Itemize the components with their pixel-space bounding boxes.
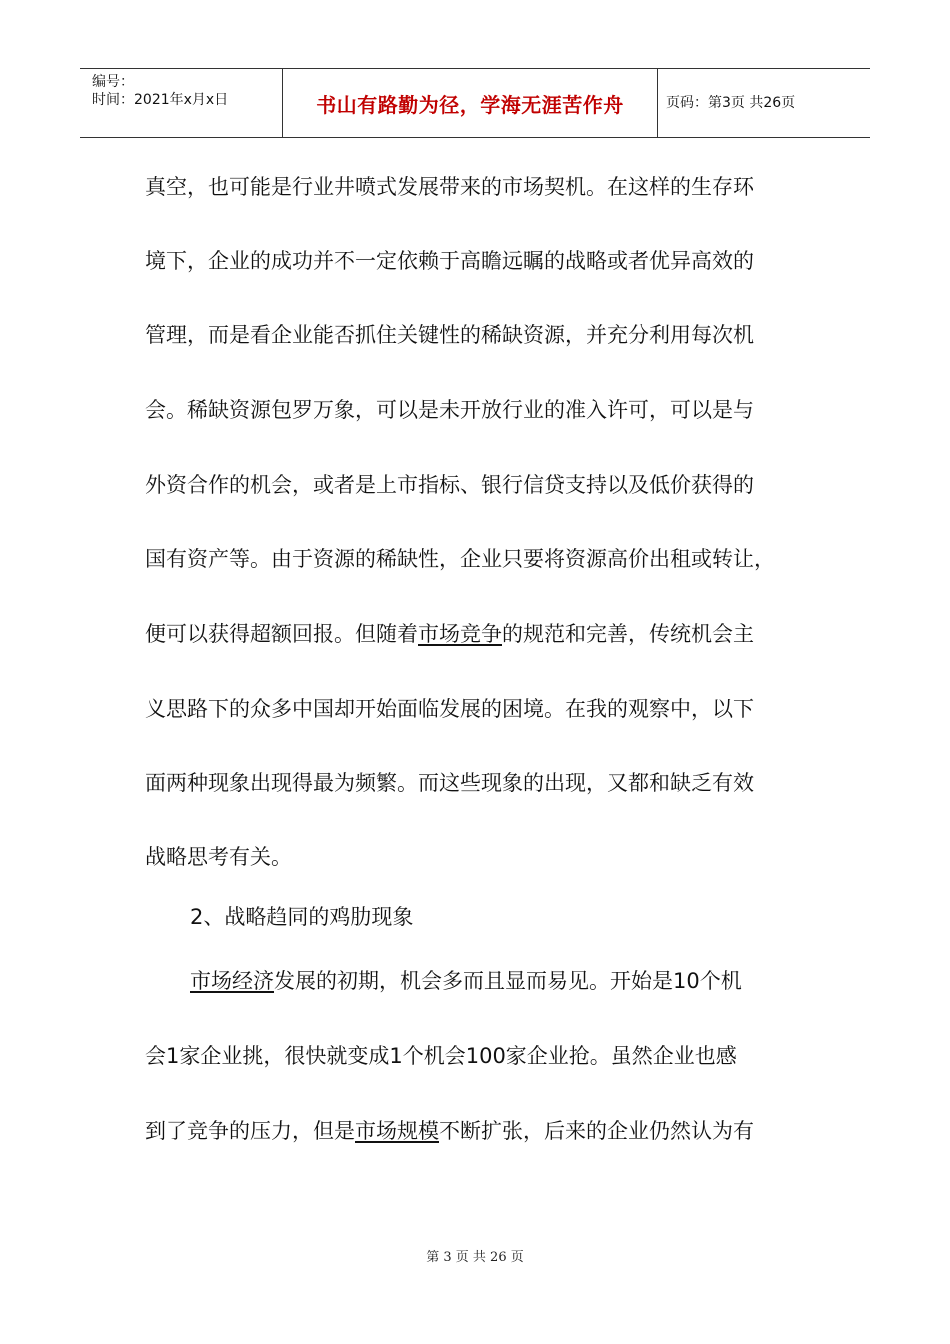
- header-motto: 书山有路勤为径，学海无涯苦作舟: [316, 92, 624, 117]
- paragraph-line: 面两种现象出现得最为频繁。而这些现象的出现，又都和缺乏有效: [145, 771, 754, 795]
- paragraph-line: 到了竞争的压力，但是市场规模不断扩张，后来的企业仍然认为有: [145, 1119, 754, 1143]
- page-footer: 第 3 页 共 26 页: [426, 1250, 524, 1265]
- paragraph-line: 市场经济发展的初期，机会多而且显而易见。开始是10个机: [190, 969, 742, 993]
- paragraph-line: 境下，企业的成功并不一定依赖于高瞻远瞩的战略或者优异高效的: [145, 249, 754, 273]
- paragraph-line: 会。稀缺资源包罗万象，可以是未开放行业的准入许可，可以是与: [145, 398, 754, 422]
- header-meta-cell: [80, 69, 282, 137]
- header-page-cell: [658, 69, 870, 137]
- header-page-info: 页码：第3页 共26页: [666, 95, 796, 111]
- paragraph-line: 真空，也可能是行业井喷式发展带来的市场契机。在这样的生存环: [145, 175, 754, 199]
- paragraph-line: 便可以获得超额回报。但随着市场竞争的规范和完善，传统机会主: [145, 622, 754, 646]
- keyword-link-market-competition[interactable]: 市场竞争: [418, 622, 502, 646]
- header-motto-cell: [282, 69, 658, 137]
- paragraph-line: 国有资产等。由于资源的稀缺性，企业只要将资源高价出租或转让，: [145, 547, 775, 571]
- document-time-label: 时间：2021年x月x日: [92, 92, 229, 108]
- paragraph-line: 外资合作的机会，或者是上市指标、银行信贷支持以及低价获得的: [145, 473, 754, 497]
- paragraph-line: 义思路下的众多中国却开始面临发展的困境。在我的观察中，以下: [145, 697, 754, 721]
- paragraph-line: 管理，而是看企业能否抓住关键性的稀缺资源，并充分利用每次机: [145, 323, 754, 347]
- keyword-link-market-economy[interactable]: 市场经济: [190, 969, 274, 993]
- section-heading: 2、战略趋同的鸡肋现象: [190, 905, 414, 929]
- keyword-link-market-scale[interactable]: 市场规模: [355, 1119, 439, 1143]
- header-table: [80, 68, 870, 138]
- paragraph-line: 会1家企业挑，很快就变成1个机会100家企业抢。虽然企业也感: [145, 1044, 737, 1068]
- paragraph-line: 战略思考有关。: [145, 845, 292, 869]
- document-number-label: 编号：: [92, 74, 134, 90]
